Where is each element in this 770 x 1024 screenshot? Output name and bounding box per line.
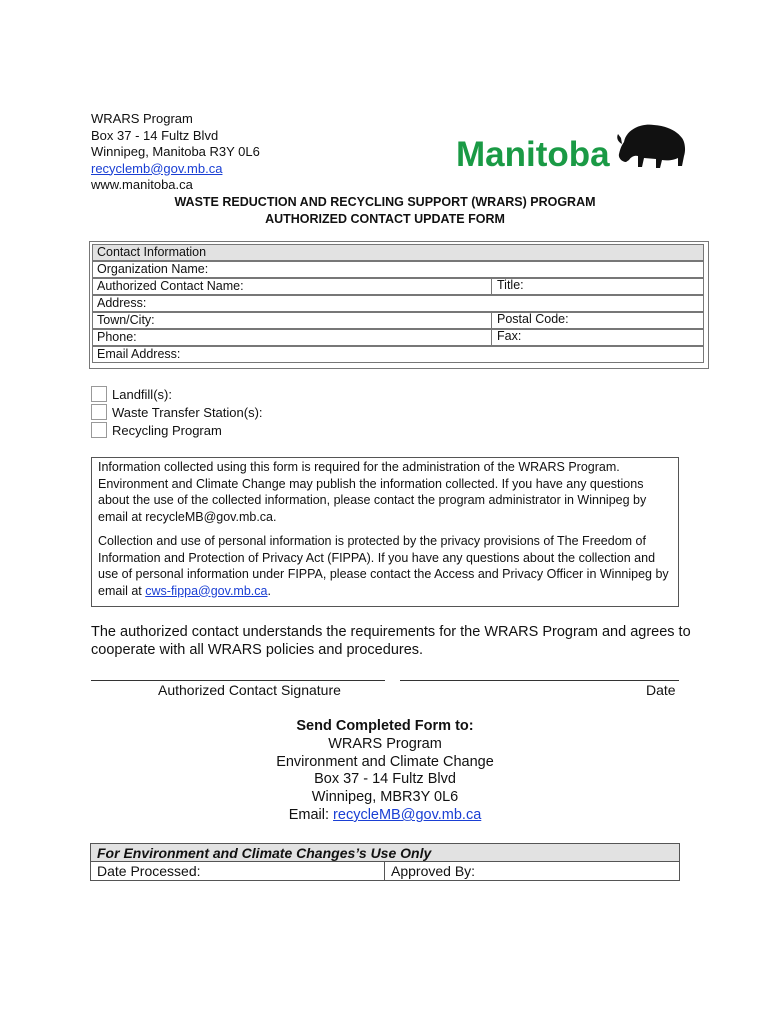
authorized-contact-field[interactable] — [92, 278, 704, 295]
email-label: Email Address: — [97, 347, 181, 361]
send-to-email-link[interactable]: recycleMB@gov.mb.ca — [333, 806, 482, 823]
date-line[interactable] — [400, 680, 679, 681]
approved-by-field[interactable] — [384, 862, 475, 881]
send-to-line-3: Box 37 - 14 Fultz Blvd — [314, 771, 456, 788]
phone-field[interactable] — [92, 329, 704, 346]
organization-label: Organization Name: — [97, 262, 209, 276]
contact-info-heading: Contact Information — [92, 244, 704, 261]
privacy-paragraph-1: Information collected using this form is required for the administration of the WRARS Program. Environment and Climate Change may publish the information collected. If you have any questions about the use of the collected information, please contact the program administrator in Winnipeg by email at recycleMB@gov.mb.ca. — [98, 460, 647, 524]
title-line-2: AUTHORIZED CONTACT UPDATE FORM — [265, 212, 505, 226]
recycling-program-checkbox[interactable] — [91, 422, 107, 438]
signature-label: Authorized Contact Signature — [158, 682, 341, 698]
form-title — [0, 194, 770, 228]
landfill-checkbox[interactable] — [91, 386, 107, 402]
manitoba-logo — [456, 120, 688, 172]
transfer-station-checkbox[interactable] — [91, 404, 107, 420]
send-to-block — [0, 718, 770, 825]
contact-information-table — [89, 241, 709, 369]
town-label: Town/City: — [97, 313, 155, 327]
title-line-1: WASTE REDUCTION AND RECYCLING SUPPORT (WRARS) PROGRAM — [174, 195, 596, 209]
recycling-program-label: Recycling Program — [112, 423, 222, 438]
header-email-link[interactable]: recyclemb@gov.mb.ca — [91, 160, 223, 176]
date-processed-field[interactable]: Date Processed: — [97, 863, 201, 879]
return-address — [91, 111, 260, 194]
title-label: Title: — [497, 278, 524, 292]
program-name: WRARS Program — [91, 111, 193, 126]
office-use-heading: For Environment and Climate Changes’s Use Only — [91, 844, 679, 862]
send-to-line-2: Environment and Climate Change — [276, 753, 494, 770]
send-to-line-4: Winnipeg, MBR3Y 0L6 — [311, 789, 459, 806]
send-to-line-1: WRARS Program — [328, 735, 442, 752]
address-label: Address: — [97, 296, 147, 310]
fax-field[interactable] — [491, 329, 521, 346]
bison-icon — [617, 125, 685, 168]
send-to-email-label: Email: — [288, 806, 334, 823]
transfer-station-label: Waste Transfer Station(s): — [112, 405, 263, 420]
phone-label: Phone: — [97, 330, 137, 344]
office-use-row — [91, 862, 679, 880]
website: www.manitoba.ca — [91, 177, 193, 192]
privacy-paragraph-2 — [98, 533, 672, 599]
agreement-statement: The authorized contact understands the requirements for the WRARS Program and agrees to cooperate with all WRARS policies and procedures. — [91, 624, 691, 658]
signature-line[interactable] — [91, 680, 385, 681]
email-address-field[interactable] — [92, 346, 704, 363]
address-city: Winnipeg, Manitoba R3Y 0L6 — [91, 144, 260, 159]
town-city-field[interactable] — [92, 312, 704, 329]
landfill-label: Landfill(s): — [112, 387, 172, 402]
address-field[interactable] — [92, 295, 704, 312]
address-box: Box 37 - 14 Fultz Blvd — [91, 127, 219, 143]
privacy-paragraph-2-end: . — [267, 583, 271, 598]
fippa-email-link[interactable]: cws-fippa@gov.mb.ca — [145, 583, 268, 598]
date-label: Date — [646, 682, 676, 698]
privacy-paragraph-2-text: Collection and use of personal information is protected by the privacy provisions of The Freedom of Information and Protection of Privacy Act (FIPPA). If you have any questions about the collection and use of personal information under FIPPA, please contact the Access and Privacy Officer in Winnipeg by email at — [98, 534, 669, 598]
title-field[interactable] — [491, 278, 524, 295]
fax-label: Fax: — [497, 329, 522, 343]
logo-wordmark: Manitoba — [456, 135, 610, 172]
approved-by-label: Approved By: — [391, 863, 476, 879]
organization-name-field[interactable] — [92, 261, 704, 278]
postal-label: Postal Code: — [497, 312, 569, 326]
privacy-notice — [91, 457, 679, 607]
authorized-contact-label: Authorized Contact Name: — [97, 279, 244, 293]
office-use-table — [90, 843, 680, 881]
postal-code-field[interactable] — [491, 312, 569, 329]
send-to-heading: Send Completed Form to: — [296, 718, 474, 734]
